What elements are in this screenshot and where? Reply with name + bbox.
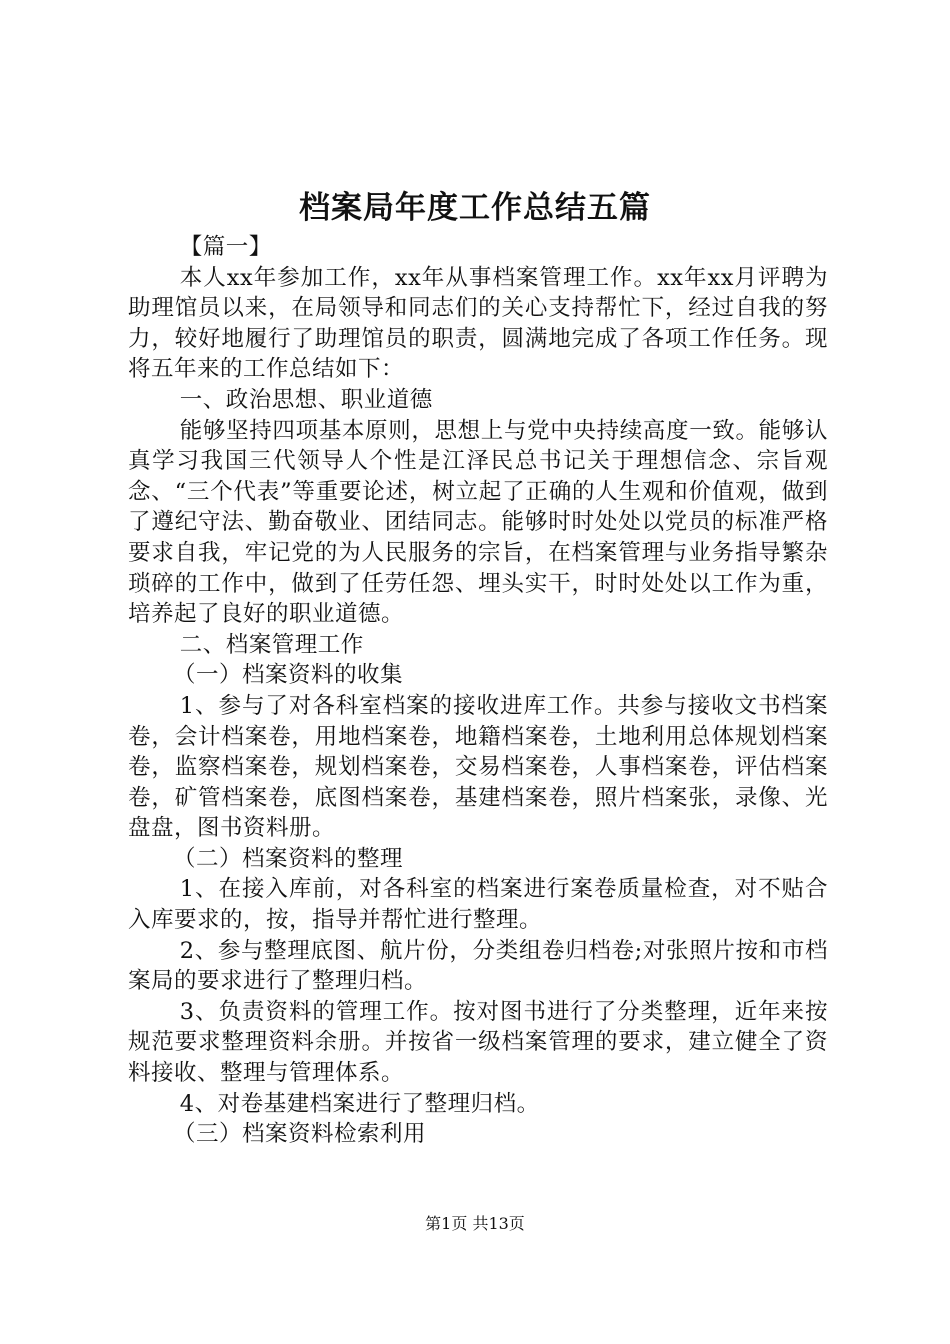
subsection-heading: （一）档案资料的收集 [173, 662, 404, 689]
paragraph: 1、在接入库前，对各科室的档案进行案卷质量检查，对不贴合入库要求的，按，指导并帮忙进行整理。 [128, 876, 828, 934]
paragraph: 本人xx年参加工作，xx年从事档案管理工作。xx年xx月评聘为助理馆员以来，在局领导和同志们的关心支持帮忙下，经过自我的努力，较好地履行了助理馆员的职责，圆满地完成了各项工作任务。现将五年来的工作总结如下： [128, 264, 828, 383]
page-footer: 第1页 共13页 [425, 1214, 525, 1233]
section-heading: 一、政治思想、职业道德 [179, 386, 433, 413]
paragraph: 3、负责资料的管理工作。按对图书进行了分类整理，近年来按规范要求整理资料余册。并按省一级档案管理的要求，建立健全了资料接收、整理与管理体系。 [128, 998, 828, 1087]
paragraph: 2、参与整理底图、航片份，分类组卷归档卷;对张照片按和市档案局的要求进行了整理归档。 [128, 937, 828, 995]
subsection-heading: （二）档案资料的整理 [173, 845, 404, 872]
paragraph: 1、参与了对各科室档案的接收进库工作。共参与接收文书档案卷，会计档案卷，用地档案卷，地籍档案卷，土地利用总体规划档案卷，监察档案卷，规划档案卷，交易档案卷，人事档案卷，评估档案卷，矿管档案卷，底图档案卷，基建档案卷，照片档案张，录像、光盘盘，图书资料册。 [128, 692, 828, 842]
section-label: 【篇一】 [179, 234, 272, 260]
paragraph: 能够坚持四项基本原则，思想上与党中央持续高度一致。能够认真学习我国三代领导人个性是江泽民总书记关于理想信念、宗旨观念、“三个代表”等重要论述，树立起了正确的人生观和价值观，做到了遵纪守法、勤奋敬业、团结同志。能够时时处处以党员的标准严格要求自我，牢记党的为人民服务的宗旨，在档案管理与业务指导繁杂琐碎的工作中，做到了任劳任怨、埋头实干，时时处处以工作为重，培养起了良好的职业道德。 [128, 417, 828, 628]
document-title: 档案局年度工作总结五篇 [299, 190, 651, 226]
document-body [128, 232, 828, 1150]
section-heading: 二、档案管理工作 [179, 631, 364, 658]
subsection-heading: （三）档案资料检索利用 [173, 1121, 427, 1148]
paragraph: 4、对卷基建档案进行了整理归档。 [179, 1090, 540, 1117]
